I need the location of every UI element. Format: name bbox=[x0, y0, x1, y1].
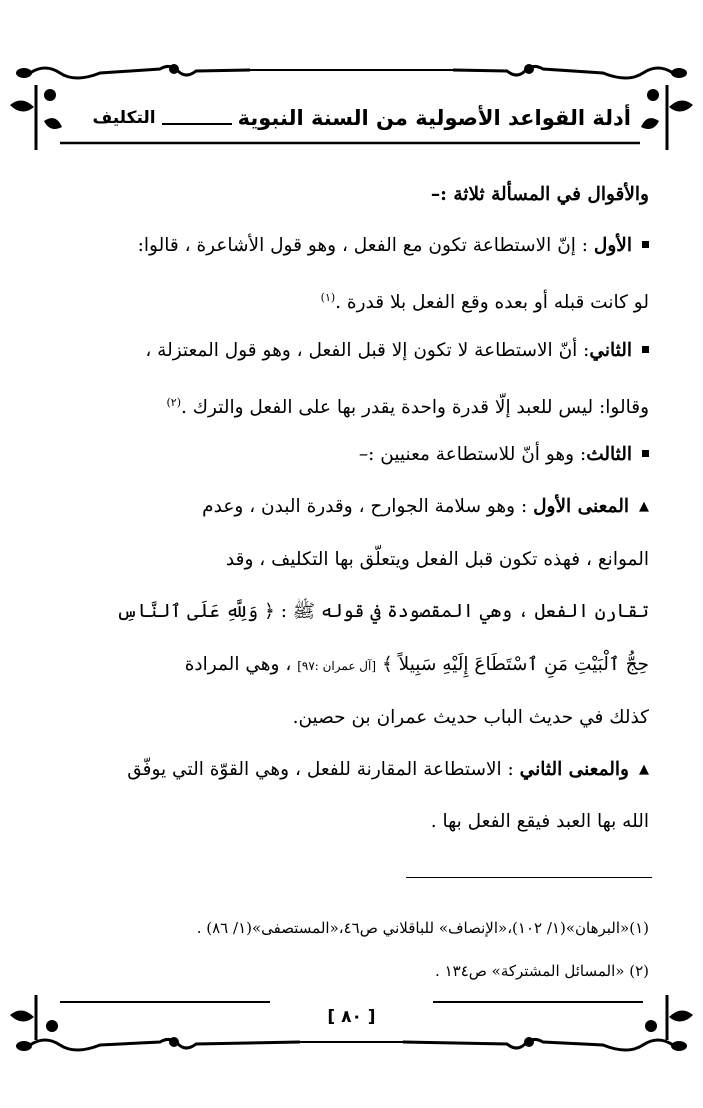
first-opinion-line-2 bbox=[49, 283, 649, 317]
square-bullet-icon bbox=[642, 450, 649, 457]
meaning2-line-1 bbox=[49, 755, 649, 789]
third-opinion-text: : وهو أنّ للاستطاعة معنيين :– bbox=[358, 444, 587, 465]
second-opinion-text-1: : أنّ الاستطاعة لا تكون إلا قبل الفعل ، وهو قول المعتزلة ، bbox=[145, 340, 590, 361]
meaning1-label: المعنى الأول bbox=[533, 496, 629, 517]
meaning1-line-5 bbox=[49, 703, 649, 737]
meaning2-text-1: : الاستطاعة المقارنة للفعل ، وهي القوّة التي يوفّق bbox=[127, 759, 520, 780]
intro-text: والأقوال في المسألة ثلاثة :– bbox=[430, 184, 649, 205]
meaning1-text-4: ، وهي المرادة bbox=[184, 654, 292, 675]
second-opinion-label: الثاني bbox=[589, 340, 632, 361]
intro-line bbox=[49, 180, 649, 214]
meaning1-text-1: : وهو سلامة الجوارح ، وقدرة البدن ، وعدم bbox=[202, 496, 534, 517]
running-header bbox=[71, 98, 631, 138]
meaning1-text-3: تقارن الفعل ، وهي المقصودة في قوله ﷺ : ﴿ وَلِلَّهِ عَلَى ٱلنَّاسِ bbox=[116, 601, 649, 622]
footnote-separator bbox=[406, 877, 652, 878]
meaning2-text-2: الله بها العبد فيقع الفعل بها . bbox=[430, 811, 649, 832]
footnote-2: (٢) «المسائل المشتركة» ص١٣٤ . bbox=[435, 962, 649, 980]
meaning1-line-4 bbox=[49, 650, 649, 684]
meaning2-line-2 bbox=[49, 807, 649, 841]
triangle-bullet-icon: ▲ bbox=[639, 499, 649, 514]
footnote-marker-2: (٢) bbox=[166, 396, 182, 409]
third-opinion-line bbox=[49, 440, 649, 474]
meaning1-line-1 bbox=[49, 492, 649, 526]
meaning1-line-3 bbox=[49, 597, 649, 631]
quran-verse: حِجُّ ٱلْبَيْتِ مَنِ ٱسْتَطَاعَ إِلَيْهِ سَبِيلاً ﴾ bbox=[381, 654, 649, 675]
first-opinion-text-1: : إنّ الاستطاعة تكون مع الفعل ، وهو قول الأشاعرة ، قالوا: bbox=[137, 235, 594, 256]
meaning1-line-2 bbox=[49, 545, 649, 579]
first-opinion-line-1 bbox=[49, 231, 649, 265]
second-opinion-text-2: وقالوا: ليس للعبد إلّا قدرة واحدة يقدر بها على الفعل والترك . bbox=[181, 397, 649, 419]
second-opinion-line-1 bbox=[49, 336, 649, 370]
book-title: أدلة القواعد الأصولية من السنة النبوية bbox=[237, 106, 631, 130]
header-dash bbox=[162, 123, 232, 125]
meaning1-text-2: الموانع ، فهذه تكون قبل الفعل ويتعلّق بها التكليف ، وقد bbox=[225, 549, 649, 570]
meaning1-text-5: كذلك في حديث الباب حديث عمران بن حصين. bbox=[292, 707, 649, 728]
first-opinion-label: الأول bbox=[593, 235, 632, 256]
meaning2-label: والمعنى الثاني bbox=[519, 759, 629, 780]
footnote-1: (١)«البرهان»(١/ ١٠٢)،«الإنصاف» للباقلاني ص٤٦،«المستصفى»(١/ ٨٦) . bbox=[196, 919, 649, 937]
third-opinion-label: الثالث bbox=[586, 444, 632, 465]
verse-reference: [آل عمران :٩٧] bbox=[297, 659, 377, 673]
page-number: [ ٨٠ ] bbox=[327, 1007, 376, 1027]
footnote-marker-1: (١) bbox=[320, 291, 336, 304]
first-opinion-text-2: لو كانت قبله أو بعده وقع الفعل بلا قدرة . bbox=[335, 292, 649, 314]
chapter-title: التكليف bbox=[92, 108, 156, 128]
square-bullet-icon bbox=[642, 241, 649, 248]
triangle-bullet-icon: ▲ bbox=[639, 762, 649, 777]
second-opinion-line-2 bbox=[49, 388, 649, 422]
square-bullet-icon bbox=[642, 346, 649, 353]
